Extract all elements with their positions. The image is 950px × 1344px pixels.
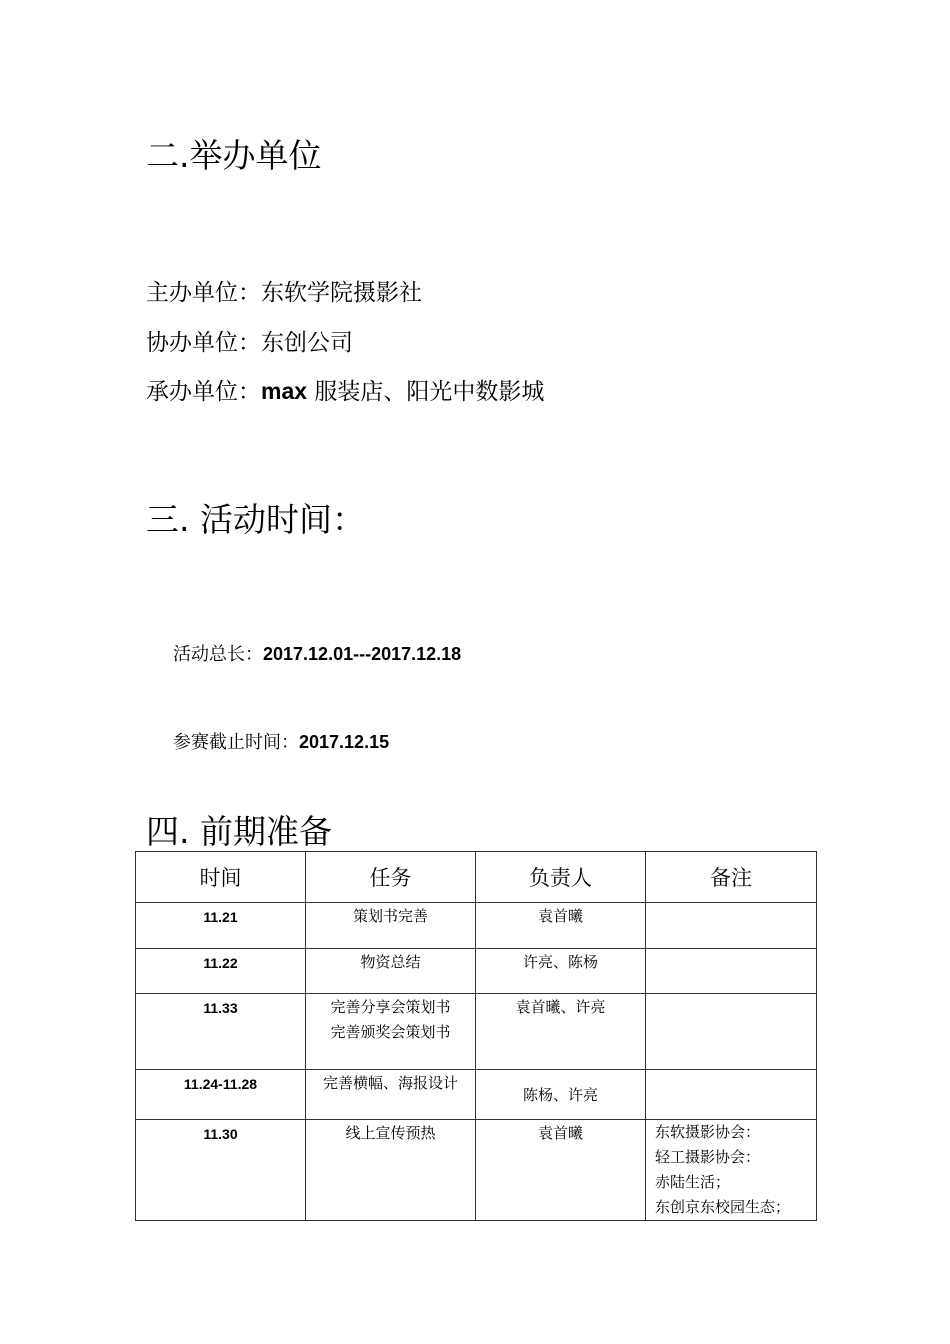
deadline-line [173, 728, 389, 754]
row-task [306, 949, 476, 994]
organizer-label: 承办单位： [146, 379, 261, 405]
row-date: 11.24-11.28 [136, 1070, 306, 1120]
table-row [136, 1120, 817, 1221]
row-notes [646, 1070, 817, 1120]
row-date: 11.22 [136, 949, 306, 994]
task-line: 完善横幅、海报设计 [322, 1074, 458, 1092]
row-notes [646, 1120, 817, 1221]
row-owner: 袁首曦、许亮 [476, 994, 646, 1070]
row-owner: 袁首曦 [476, 903, 646, 949]
co-host-line [146, 324, 353, 357]
row-date: 11.33 [136, 994, 306, 1070]
table-header-row [136, 852, 817, 903]
task-line: 策划书完善 [352, 907, 428, 925]
section-title-time: 三. 活动时间： [146, 500, 365, 539]
header-owner: 负责人 [476, 852, 646, 903]
header-time: 时间 [136, 852, 306, 903]
table-row [136, 1070, 817, 1120]
row-notes [646, 903, 817, 949]
duration-line [173, 640, 461, 666]
table-row [136, 994, 817, 1070]
host-line [146, 274, 422, 307]
section-title-preparation: 四. 前期准备 [146, 812, 332, 851]
task-line: 物资总结 [360, 953, 421, 971]
row-date: 11.21 [136, 903, 306, 949]
section-title-organizers: 二.举办单位 [146, 136, 322, 175]
note-line: 轻工摄影协会： [655, 1148, 761, 1166]
organizer-value-latin: max [261, 378, 308, 404]
organizer-line [146, 373, 544, 406]
row-task [306, 1120, 476, 1221]
task-line: 完善分享会策划书 [330, 998, 451, 1016]
host-value: 东软学院摄影社 [261, 280, 422, 306]
row-owner: 许亮、陈杨 [476, 949, 646, 994]
row-owner: 袁首曦 [476, 1120, 646, 1221]
table-row [136, 949, 817, 994]
duration-label: 活动总长： [173, 644, 263, 665]
deadline-value: 2017.12.15 [299, 732, 390, 752]
preparation-table [135, 851, 817, 1221]
organizer-value: 服装店、阳光中数影城 [307, 379, 545, 405]
task-line: 线上宣传预热 [345, 1124, 436, 1142]
duration-value: 2017.12.01---2017.12.18 [263, 644, 462, 664]
row-task [306, 1070, 476, 1120]
row-owner: 陈杨、许亮 [476, 1070, 646, 1120]
deadline-label: 参赛截止时间： [173, 732, 299, 753]
header-task: 任务 [306, 852, 476, 903]
header-notes: 备注 [646, 852, 817, 903]
row-date: 11.30 [136, 1120, 306, 1221]
host-label: 主办单位： [146, 280, 261, 306]
note-line: 东创京东校园生态； [655, 1198, 791, 1216]
co-host-label: 协办单位： [146, 330, 261, 356]
task-line: 完善颁奖会策划书 [330, 1023, 451, 1041]
co-host-value: 东创公司 [261, 330, 353, 356]
table-row [136, 903, 817, 949]
row-notes [646, 949, 817, 994]
row-task [306, 994, 476, 1070]
note-line: 东软摄影协会： [655, 1123, 761, 1141]
row-notes [646, 994, 817, 1070]
note-line: 赤陆生活； [655, 1173, 731, 1191]
row-task [306, 903, 476, 949]
